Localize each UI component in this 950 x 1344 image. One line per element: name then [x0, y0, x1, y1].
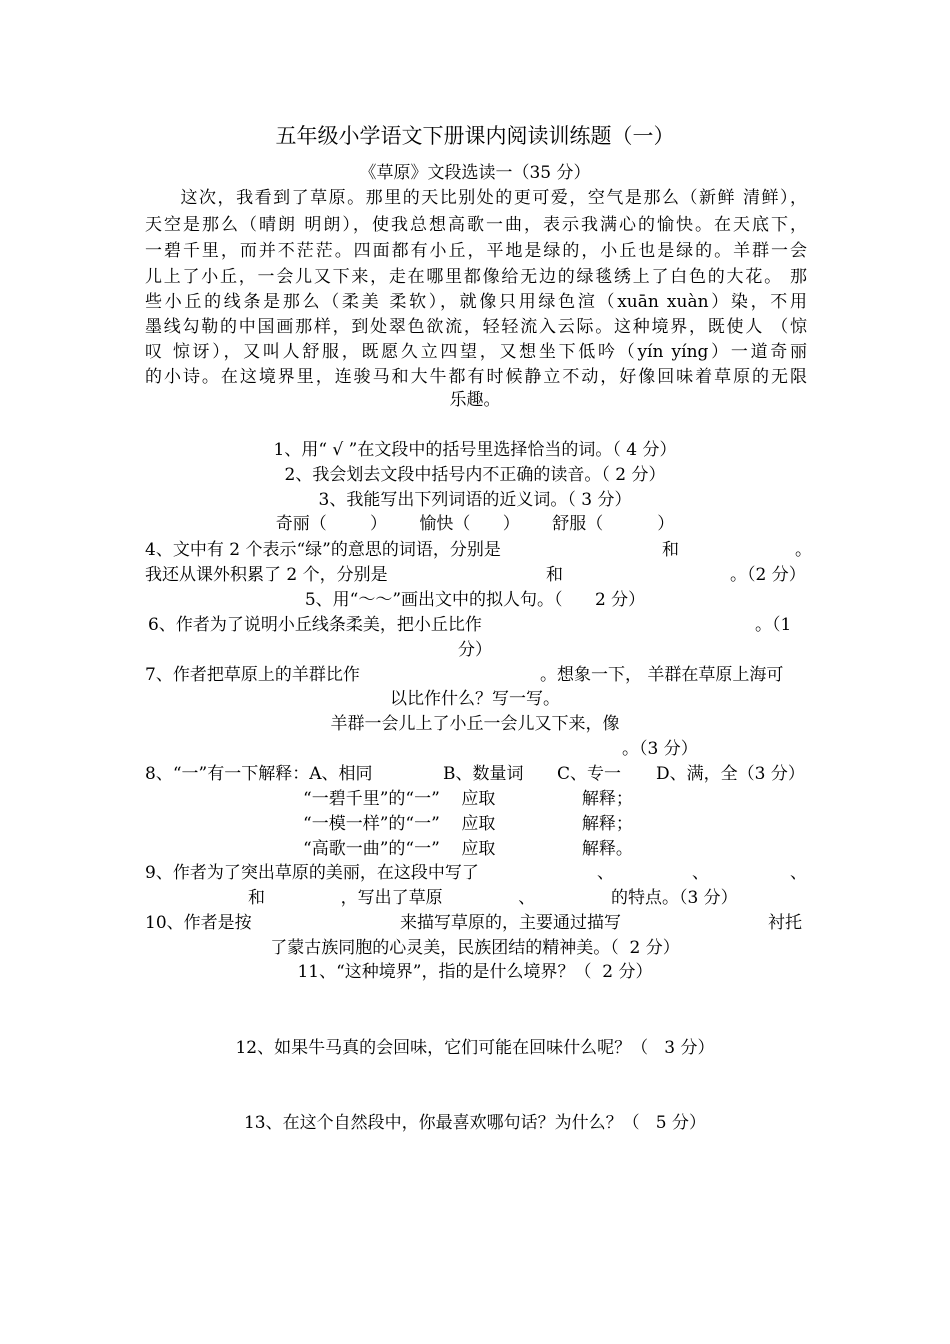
question-8-option-c: C、专一: [557, 764, 622, 784]
passage-line: 这次，我看到了草原。那里的天比别处的更可爱，空气是那么（新鲜 清鲜），: [179, 188, 807, 208]
passage-line: 儿上了小丘，一会儿又下来，走在哪里都像给无边的绿毯绣上了白色的大花。 那: [145, 267, 807, 287]
question-7: 7、作者把草原上的羊群比作: [145, 665, 360, 685]
question-7-score: 。（3 分）: [622, 739, 698, 759]
question-7-cont: 。想象一下， 羊群在草原上海可: [540, 665, 784, 685]
question-9-sep: 、: [597, 863, 614, 883]
question-6-score: 。（1: [755, 615, 792, 635]
question-8-option-d: D、满，全（3 分）: [656, 764, 805, 784]
question-5: 5、用“～～”画出文中的拟人句。（ 2 分）: [304, 590, 646, 610]
question-8-item: “一碧千里”的“一” 应取 解释；: [303, 789, 633, 809]
question-13: 13、在这个自然段中，你最喜欢哪句话？为什么？（ 5 分）: [243, 1113, 707, 1133]
question-10: 10、作者是按: [145, 913, 252, 933]
page-title: 五年级小学语文下册课内阅读训练题（一）: [275, 124, 675, 148]
question-9-sep: 、: [692, 863, 709, 883]
question-10-cont: 了蒙古族同胞的心灵美，民族团结的精神美。（ 2 分）: [270, 938, 680, 958]
question-6-score-end: 分）: [458, 640, 492, 660]
passage-line: 墨线勾勒的中国画那样，到处翠色欲流，轻轻流入云际。这种境界，既使人 （惊: [145, 317, 807, 337]
question-1: 1、用“ √ ”在文段中的括号里选择恰当的词。（ 4 分）: [273, 440, 677, 460]
question-4-and: 和: [662, 540, 679, 560]
question-10-end: 衬托: [768, 913, 802, 933]
question-9-sep: 、: [790, 863, 807, 883]
passage-line: 乐趣。: [449, 390, 501, 410]
passage-line: 的小诗。在这境界里，连骏马和大牛都有时候静立不动，好像回味着草原的无限: [145, 367, 807, 387]
question-4-score: 。（2 分）: [730, 565, 806, 585]
question-7-sentence: 羊群一会儿上了小丘一会儿又下来，像: [330, 714, 620, 734]
passage-line: 些小丘的线条是那么（柔美 柔软），就像只用绿色渲（xuān xuàn）染，不用: [145, 292, 807, 312]
question-10-mid: 来描写草原的，主要通过描写: [400, 913, 621, 933]
question-11: 11、“这种境界”，指的是什么境界？（ 2 分）: [297, 962, 653, 982]
passage-line: 叹 惊讶），又叫人舒服，既愿久立四望，又想坐下低吟（yín yíng）一道奇丽: [145, 342, 807, 362]
question-2: 2、我会划去文段中括号内不正确的读音。（ 2 分）: [284, 465, 666, 485]
question-7-prompt: 以比作什么？写一写。: [390, 689, 560, 709]
passage-line: 天空是那么（晴朗 明朗），使我总想高歌一曲，表示我满心的愉快。在天底下，: [145, 215, 807, 235]
question-8-option-b: B、数量词: [443, 764, 524, 784]
question-4-part1: 4、文中有 2 个表示“绿”的意思的词语，分别是: [145, 540, 501, 560]
question-6: 6、作者为了说明小丘线条柔美，把小丘比作: [148, 615, 482, 635]
question-3: 3、我能写出下列词语的近义词。（ 3 分）: [318, 490, 632, 510]
question-4-and-2: 和: [546, 565, 563, 585]
question-4-part2: 我还从课外积累了 2 个，分别是: [145, 565, 388, 585]
question-8: 8、“一”有一下解释：A、相同: [145, 764, 373, 784]
question-8-item: “一模一样”的“一” 应取 解释；: [303, 814, 633, 834]
passage-line: 一碧千里，而并不茫茫。四面都有小丘，平地是绿的，小丘也是绿的。羊群一会: [145, 241, 807, 261]
section-subtitle: 《草原》文段选读一（35 分）: [359, 163, 591, 183]
question-3-items: 奇丽（ ） 愉快（ ） 舒服（ ）: [275, 514, 675, 534]
question-9: 9、作者为了突出草原的美丽，在这段中写了: [145, 863, 479, 883]
question-4-end: 。: [795, 540, 812, 560]
question-8-item: “高歌一曲”的“一” 应取 解释。: [303, 839, 633, 859]
question-12: 12、如果牛马真的会回味，它们可能在回味什么呢？（ 3 分）: [235, 1038, 715, 1058]
question-9-cont: 和 ，写出了草原 、 的特点。（3 分）: [248, 888, 738, 908]
